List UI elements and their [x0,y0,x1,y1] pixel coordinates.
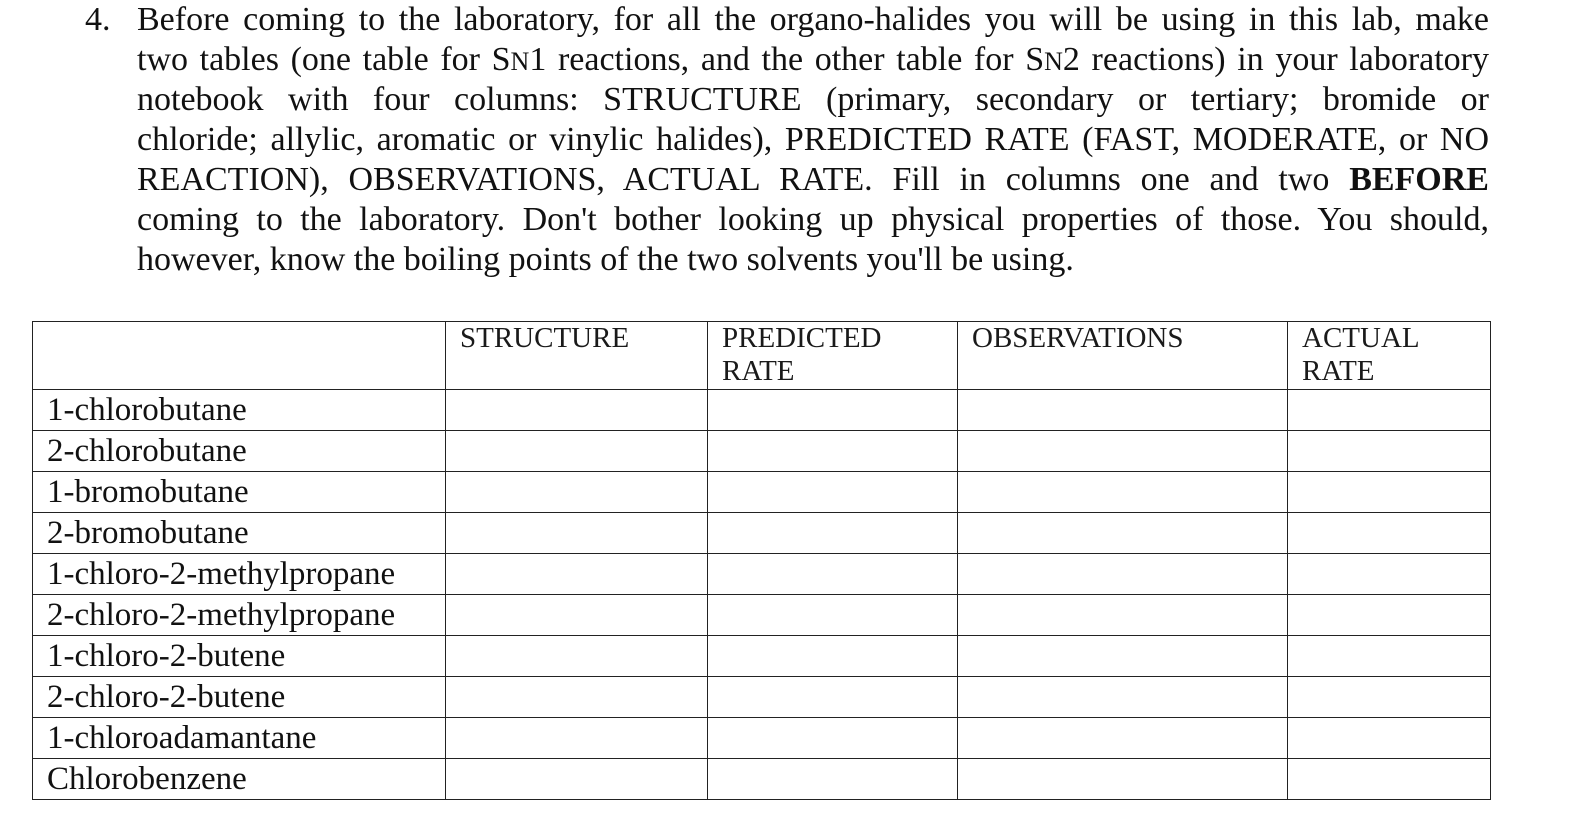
structure-cell[interactable] [446,554,708,595]
compound-name-cell: 1-bromobutane [33,472,446,513]
observations-cell[interactable] [958,431,1288,472]
observations-cell[interactable] [958,636,1288,677]
structure-cell[interactable] [446,677,708,718]
compound-name-cell: 2-chloro-2-methylpropane [33,595,446,636]
structure-cell[interactable] [446,759,708,800]
observations-cell[interactable] [958,677,1288,718]
table-row [33,513,1491,554]
instruction-line-3 [137,80,1489,120]
actual-rate-cell[interactable] [1288,759,1491,800]
observations-cell[interactable] [958,390,1288,431]
instruction-line-6 [137,200,1489,240]
reaction-table [32,321,1491,800]
observations-cell[interactable] [958,554,1288,595]
predicted-rate-cell[interactable] [708,390,958,431]
compound-name-cell: 1-chloroadamantane [33,718,446,759]
structure-cell[interactable] [446,390,708,431]
actual-rate-cell[interactable] [1288,636,1491,677]
table-row [33,431,1491,472]
header-predicted-label-2: RATE [722,355,795,387]
predicted-rate-cell[interactable] [708,472,958,513]
structure-cell[interactable] [446,513,708,554]
header-compound [33,322,446,390]
observations-cell[interactable] [958,472,1288,513]
predicted-rate-cell[interactable] [708,677,958,718]
structure-cell[interactable] [446,431,708,472]
observations-cell[interactable] [958,595,1288,636]
instruction-line-2-text-a: two tables (one table for S [137,41,511,78]
structure-cell[interactable] [446,636,708,677]
observations-cell[interactable] [958,759,1288,800]
instruction-line-4 [137,120,1489,160]
table-row [33,390,1491,431]
predicted-rate-cell[interactable] [708,718,958,759]
actual-rate-cell[interactable] [1288,390,1491,431]
header-actual-label-2: RATE [1302,355,1375,387]
header-predicted-rate [708,322,958,390]
structure-cell[interactable] [446,595,708,636]
before-emphasis: BEFORE [1349,161,1489,198]
actual-rate-cell[interactable] [1288,513,1491,554]
compound-name-cell: 1-chlorobutane [33,390,446,431]
instruction-text [137,0,1489,280]
compound-name-cell: 2-bromobutane [33,513,446,554]
sn2-subscript: N [1044,47,1063,76]
table-row [33,472,1491,513]
item-number: 4. [85,1,111,38]
predicted-rate-cell[interactable] [708,759,958,800]
instruction-line-2 [137,40,1489,80]
instruction-line-1-text: Before coming to the laboratory, for all the organo-halides you will be using in this lab, make [137,1,1489,38]
instruction-line-1 [137,0,1489,40]
compound-name-cell: Chlorobenzene [33,759,446,800]
instruction-line-5-text: REACTION), OBSERVATIONS, ACTUAL RATE. Fill in columns one and two [137,161,1350,198]
header-actual-rate [1288,322,1491,390]
structure-cell[interactable] [446,472,708,513]
instruction-line-2-text-c: 2 reactions) in your laboratory [1062,41,1490,78]
actual-rate-cell[interactable] [1288,677,1491,718]
table-row [33,554,1491,595]
header-observations [958,322,1288,390]
predicted-rate-cell[interactable] [708,554,958,595]
instruction-line-6-text: coming to the laboratory. Don't bother looking up physical properties of those. You should, [137,201,1489,238]
predicted-rate-cell[interactable] [708,636,958,677]
header-observations-label: OBSERVATIONS [972,322,1184,354]
predicted-rate-cell[interactable] [708,595,958,636]
actual-rate-cell[interactable] [1288,431,1491,472]
header-structure-label: STRUCTURE [460,322,630,354]
actual-rate-cell[interactable] [1288,472,1491,513]
observations-cell[interactable] [958,513,1288,554]
table-header-row [33,322,1491,390]
predicted-rate-cell[interactable] [708,431,958,472]
actual-rate-cell[interactable] [1288,595,1491,636]
instruction-line-3-text: notebook with four columns: STRUCTURE (primary, secondary or tertiary; bromide or [137,81,1489,118]
structure-cell[interactable] [446,718,708,759]
instruction-line-2-text-b: 1 reactions, and the other table for S [529,41,1045,78]
table-row [33,595,1491,636]
actual-rate-cell[interactable] [1288,718,1491,759]
sn1-subscript: N [510,47,530,76]
table-body [33,390,1491,800]
observations-cell[interactable] [958,718,1288,759]
table-row [33,677,1491,718]
compound-name-cell: 1-chloro-2-methylpropane [33,554,446,595]
instruction-line-7 [137,240,1489,280]
instruction-line-4-text: chloride; allylic, aromatic or vinylic halides), PREDICTED RATE (FAST, MODERATE, or NO [137,121,1489,158]
compound-name-cell: 2-chloro-2-butene [33,677,446,718]
compound-name-cell: 1-chloro-2-butene [33,636,446,677]
table-row [33,759,1491,800]
instruction-line-7-text: however, know the boiling points of the two solvents you'll be using. [137,241,1074,278]
predicted-rate-cell[interactable] [708,513,958,554]
table-row [33,636,1491,677]
header-actual-label-1: ACTUAL [1302,322,1420,354]
header-structure [446,322,708,390]
actual-rate-cell[interactable] [1288,554,1491,595]
table-row [33,718,1491,759]
instruction-line-5 [137,160,1489,200]
header-predicted-label-1: PREDICTED [722,322,882,354]
compound-name-cell: 2-chlorobutane [33,431,446,472]
